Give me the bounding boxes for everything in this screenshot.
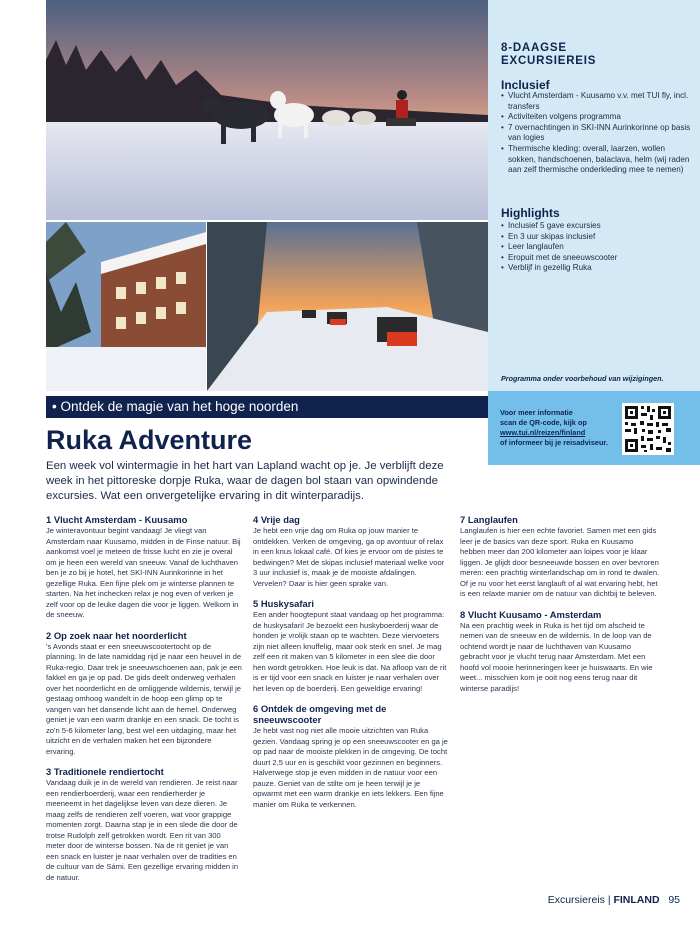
day-text: 's Avonds staat er een sneeuwscootertocht op de planning. In de late namiddag rijd je naar een heuvel in de Ruka-regio. Daar trek je sneeuwschoenen aan, pak je een fakkel en ga je op pad. De gids deelt onderweg verhalen over het noorderlicht en de omliggende wildernis, terwijl je gestaag omhoog wandelt in de hoop een glimp op te vangen van het dansende licht aan de hemel. Onderweg geniet je van een warm drankje en een snack. De tocht is zo'n 5-6 kilometer lang, best wel een uitdaging, maar het uitzicht en de verhalen maken het een bijzondere ervaring. — [46, 641, 242, 756]
photo-snowmobiles — [207, 222, 488, 391]
day-text: Je winteravontuur begint vandaag! Je vliegt van Amsterdam naar Kuusamo, midden in de Finse natuur. Bij aankomst voel je meteen de frisse lucht en zie je overal om je heen een wereld van sneeuw. Vanaf de luchthaven ben je zo bij je hotel, het SKI-INN Aurinkorinne in het gezellige Ruka. Een fijne plek om je winterse plannen te starten. Na het inchecken relax je nog even of verken je zelf voor op de leuke dagen die voor je liggen. Welkom in de sneeuw. — [46, 526, 241, 619]
itinerary-column-2 — [253, 514, 448, 819]
day-heading: 8 Vlucht Kuusamo - Amsterdam — [460, 608, 602, 620]
footer-section: Excursiereis — [547, 894, 605, 906]
day-text: Je hebt een vrije dag om Ruka op jouw manier te ontdekken. Verken de omgeving, ga op avontuur of relax in een knus lokaal café. Of kies je ervoor om de pistes te bedwingen? Met de skipas inclusief materiaal welke voor 3 uur inclusief is, maak je de mooiste afdalingen. Vervelen? Daar is hier geen sprake van. — [253, 526, 445, 588]
day-heading: 6 Ontdek de omgeving met de sneeuwscooter — [253, 703, 387, 725]
day-heading: 7 Langlaufen — [460, 514, 518, 525]
qr-info-panel — [488, 391, 700, 465]
day-heading: 4 Vrije dag — [253, 514, 300, 525]
qr-text-line: of informeer bij je reisadviseur. — [500, 438, 608, 447]
qr-code-icon[interactable] — [622, 403, 674, 455]
page-footer — [520, 894, 680, 906]
highlight-item: • Eropuit met de sneeuwscooter — [501, 253, 693, 264]
trip-info-panel — [488, 0, 700, 391]
highlight-item: • En 3 uur skipas inclusief — [501, 232, 693, 243]
highlight-item: • Leer langlaufen — [501, 242, 693, 253]
highlight-item: • Inclusief 5 gave excursies — [501, 221, 693, 232]
banner-bullet: • — [52, 399, 57, 414]
itinerary-column-1 — [46, 514, 242, 892]
page-title: Ruka Adventure — [46, 425, 253, 455]
included-item: • 7 overnachtingen in SKI-INN Aurinkorinne op basis van logies — [501, 123, 693, 144]
intro-paragraph: Een week vol wintermagie in het hart van Lapland wacht op je. Je verblijft deze week in het pittoreske dorpje Ruka, waar de dagen bol staan van opwindende excursies. Wat een onvergetelijke ervaring in dit winterparadijs. — [46, 460, 444, 503]
highlights-heading: Highlights — [501, 206, 560, 220]
photo-cabins — [46, 222, 206, 391]
included-item: • Activiteiten volgens programma — [501, 112, 693, 123]
trip-type-title: 8-DAAGSE EXCURSIEREIS — [501, 42, 597, 67]
included-item: • Vlucht Amsterdam - Kuusamo v.v. met TUI fly, incl. transfers — [501, 91, 693, 112]
page-number: 95 — [668, 894, 680, 906]
footer-country: FINLAND — [613, 894, 660, 906]
day-heading: 1 Vlucht Amsterdam - Kuusamo — [46, 514, 188, 525]
included-item: • Thermische kleding: overall, laarzen, wollen sokken, handschoenen, balaclava, helm (wij raden aan zelf thermische onderkleding mee te nemen) — [501, 144, 693, 176]
program-note: Programma onder voorbehoud van wijzigingen. — [501, 374, 664, 383]
day-text: Langlaufen is hier een echte favoriet. Samen met een gids leer je de basics van deze sport. Ruka en Kuusamo hebben meer dan 200 kilometer aan loipes voor je klaar liggen. Je glijdt door besneeuwde bossen en over bevroren meren: een prachtig winterlandschap om in rond te dwalen. Of je nu voor het eerst langlauft of al wat ervaring hebt, het is een relaxte manier om de natuur van dichtbij te beleven. — [460, 526, 660, 598]
banner-tagline: Ontdek de magie van het hoge noorden — [60, 399, 299, 414]
tagline-banner — [46, 396, 488, 418]
day-text: Je hebt vast nog niet alle mooie uitzichten van Ruka gezien. Vandaag spring je op een sneeuwscooter en ga je op pad naar de mooiste plekken in de omgeving. De tocht duurt 2,5 uur en is geschikt voor gezinnen en beginners. Halverwege stop je even midden in de natuur voor een pauze. Geniet van de stilte om je heen terwijl je je opwarmt met een warm drankje en iets lekkers. Een fijne manier om Ruka te verkennen. — [253, 726, 448, 809]
day-text: Vandaag duik je in de wereld van rendieren. Je reist naar een rendierboerderij, waar een rendierherder je meeneemt in het dagelijkse leven van deze dieren. Je maag zelfs de rendieren zelf voeren, wat voor grappige momenten zorgt. Daarna stap je in een slede die door de trotse Rudolph zelf getrokken wordt. Een rit van 300 meter door de winterse bossen. Na de rit geniet je van een snack en luister je naar verhalen over de tradities en de cultuur van de Sámi. Een gezellige ervaring midden in de natuur. — [46, 778, 239, 882]
day-heading: 3 Traditionele rendiertocht — [46, 766, 164, 777]
website-link[interactable]: www.tui.nl/reizen/finland — [500, 428, 586, 437]
qr-text-line: Voor meer informatie — [500, 408, 573, 417]
photo-husky-sled — [46, 0, 488, 220]
highlights-list — [501, 221, 693, 274]
qr-text-line: scan de QR-code, kijk op — [500, 418, 587, 427]
day-text: Na een prachtig week in Ruka is het tijd om afscheid te nemen van de sneeuw en de wildernis. In de loop van de ochtend wordt je naar de luchthaven van Kuusamo gebracht voor je vlucht terug naar Amsterdam. Met een hoofd vol mooie herinneringen keer je huiswaarts. En wie weet... misschien kom je ooit nog eens terug naar dit winterse paradijs! — [460, 620, 653, 693]
itinerary-column-3 — [460, 514, 660, 703]
day-text: Een ander hoogtepunt staat vandaag op het programma: de huskysafari! Je bezoekt een huskyboerderij waar de honden je vrolijk staan op te wachten. Deze viervoeters zijn niet alleen knuffelig, maar ook sterk en snel. Je mag zelf een rit maken van 5 kilometer in een slee die door hen wordt getrokken. Hoe leuk is dat. Na afloop van de rit is er tijd voor een snack en luister je naar verhalen over het leven op de boerderij. Een geweldige ervaring! — [253, 610, 447, 693]
day-heading: 5 Huskysafari — [253, 598, 314, 609]
footer-separator: | — [604, 894, 614, 906]
included-heading: Inclusief — [501, 78, 550, 92]
included-list — [501, 91, 693, 176]
day-heading: 2 Op zoek naar het noorderlicht — [46, 629, 187, 641]
highlight-item: • Verblijf in gezellig Ruka — [501, 263, 693, 274]
